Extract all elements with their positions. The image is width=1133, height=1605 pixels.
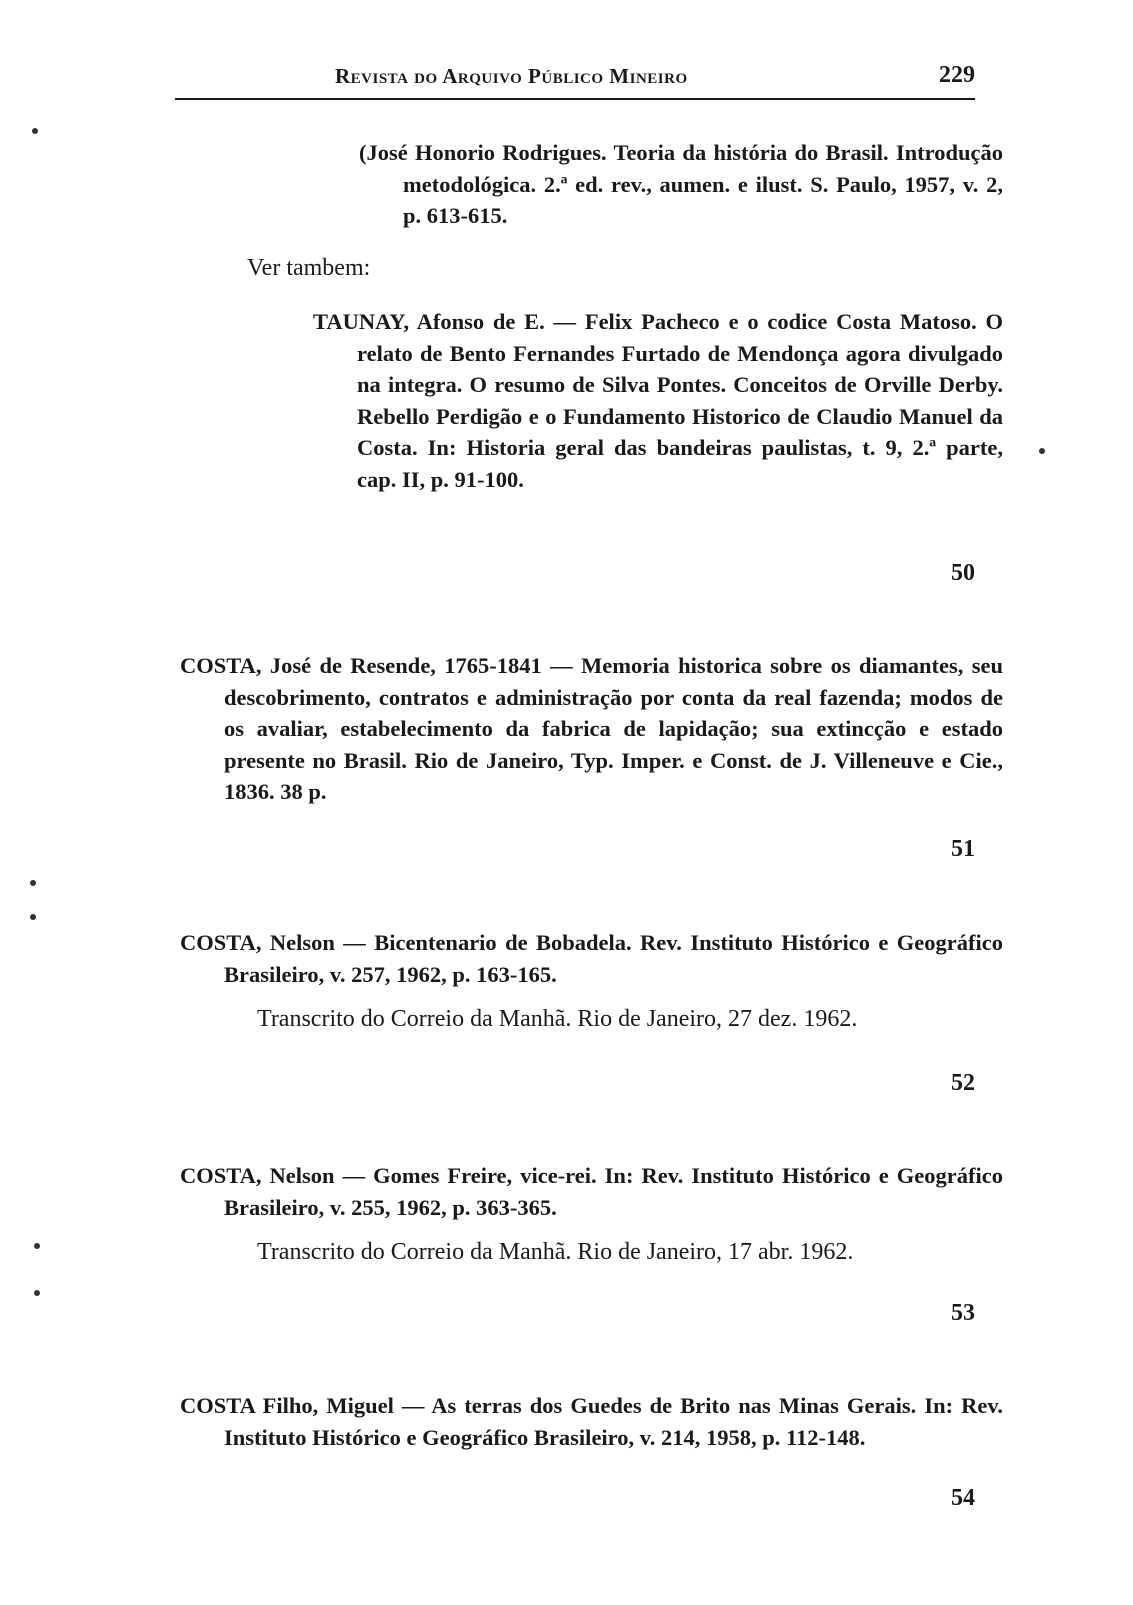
- scan-speck: [32, 128, 38, 134]
- journal-title: Revista do Arquivo Público Mineiro: [335, 64, 688, 88]
- scan-speck: [34, 1290, 40, 1296]
- scan-speck: [30, 880, 36, 886]
- entry-54-citation: COSTA Filho, Miguel — As terras dos Guedes de Brito nas Minas Gerais. In: Rev. Instituto Histórico e Geográfico Brasileiro, v. 214, 1958, p. 112-148.: [180, 1393, 1003, 1450]
- entry-number-50: 50: [951, 560, 975, 586]
- continuation-citation: (José Honorio Rodrigues. Teoria da história do Brasil. Introdução metodológica. 2.ª ed. rev., aumen. e ilust. S. Paulo, 1957, v. 2, p. 613-615.: [359, 140, 1003, 228]
- see-also-citation: TAUNAY, Afonso de E. — Felix Pacheco e o codice Costa Matoso. O relato de Bento Fernandes Furtado de Mendonça agora divulgado na integra. O resumo de Silva Pontes. Conceitos de Orville Derby. Rebello Perdigão e o Fundamento Historico de Claudio Manuel da Costa. In: Historia geral das bandeiras paulistas, t. 9, 2.ª parte, cap. II, p. 91-100.: [313, 309, 1003, 492]
- page-number: 229: [939, 62, 975, 88]
- entry-number-51: 51: [951, 836, 975, 862]
- entry-51-citation: COSTA, José de Resende, 1765-1841 — Memoria historica sobre os diamantes, seu descobrimento, contratos e administração por conta da real fazenda; modos de os avaliar, estabelecimento da fabrica de lapidação; sua extincção e estado presente no Brasil. Rio de Janeiro, Typ. Imper. e Const. de J. Villeneuve e Cie., 1836. 38 p.: [180, 653, 1003, 804]
- scan-speck: [1039, 448, 1045, 454]
- entry-number-52: 52: [951, 1070, 975, 1096]
- entry-52-citation: COSTA, Nelson — Bicentenario de Bobadela. Rev. Instituto Histórico e Geográfico Brasileiro, v. 257, 1962, p. 163-165.: [180, 930, 1003, 987]
- entry-number-53: 53: [951, 1300, 975, 1326]
- scan-speck: [34, 1243, 40, 1249]
- entry-53-citation: COSTA, Nelson — Gomes Freire, vice-rei. In: Rev. Instituto Histórico e Geográfico Brasileiro, v. 255, 1962, p. 363-365.: [180, 1163, 1003, 1220]
- entry-number-54: 54: [951, 1485, 975, 1511]
- entry-52-note: Transcrito do Correio da Manhã. Rio de Janeiro, 27 dez. 1962.: [257, 1006, 858, 1032]
- entry-53-note: Transcrito do Correio da Manhã. Rio de Janeiro, 17 abr. 1962.: [257, 1239, 854, 1265]
- see-also-label: Ver tambem:: [247, 255, 371, 281]
- scan-speck: [30, 914, 36, 920]
- running-header: [175, 62, 975, 100]
